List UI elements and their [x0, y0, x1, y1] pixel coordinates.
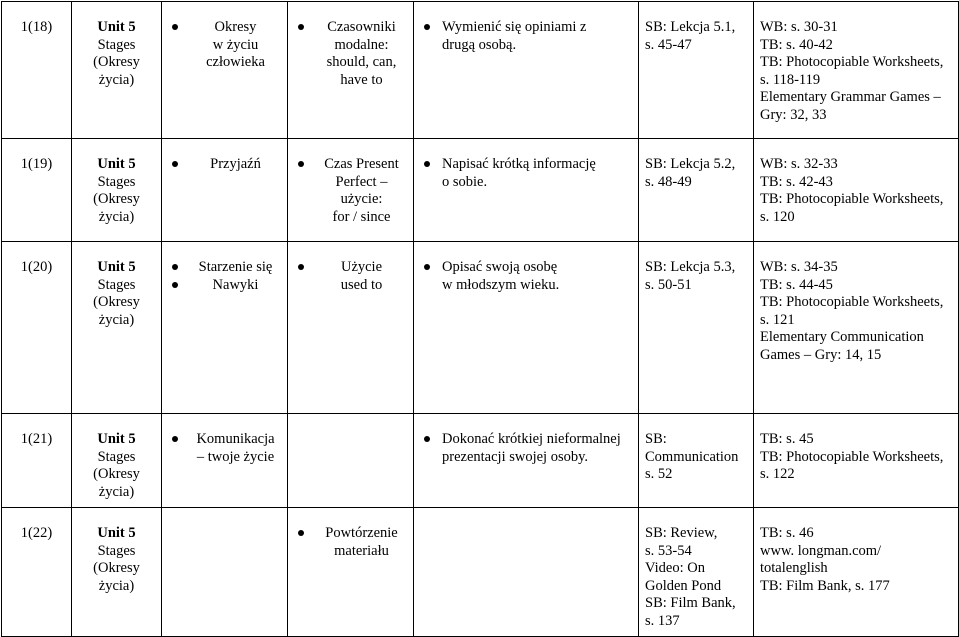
wb-reference: TB: s. 40-42: [760, 36, 833, 53]
unit-text: życia): [98, 483, 135, 500]
grammar-cell: [288, 139, 414, 242]
skills-cell: [414, 414, 639, 508]
skills-cell: [414, 139, 639, 242]
lesson-number: 1(22): [20, 525, 53, 541]
skill-text: Wymienić się opiniami z: [442, 19, 587, 35]
grammar-text: modalne:: [334, 36, 389, 53]
wb-reference: Elementary Grammar Games –: [760, 89, 941, 105]
wb-references: [760, 156, 952, 226]
sb-cell: [639, 139, 754, 242]
skill-text: Opisać swoją osobę: [442, 259, 558, 275]
topic-item: [168, 19, 281, 72]
wb-reference: TB: s. 44-45: [760, 276, 833, 293]
grammar-text: Użycie: [340, 259, 383, 275]
wb-reference: s. 121: [760, 311, 795, 328]
skill-item: [420, 19, 632, 54]
grammar-cell: [288, 242, 414, 414]
wb-reference: s. 122: [760, 466, 795, 482]
wb-reference: TB: Film Bank, s. 177: [760, 577, 890, 594]
grammar-list: [294, 156, 407, 226]
grammar-cell: [288, 2, 414, 139]
grammar-text: Czas Present: [324, 156, 399, 172]
unit-text: życia): [98, 577, 135, 594]
wb-reference: totalenglish: [760, 560, 828, 576]
grammar-cell: [288, 508, 414, 637]
unit-title: Unit 5: [97, 431, 136, 447]
lesson-number: 1(20): [20, 259, 53, 275]
topic-text: w życiu: [212, 36, 259, 53]
skills-cell: [414, 2, 639, 139]
wb-reference: www. longman.com/: [760, 542, 882, 559]
topic-item: [168, 156, 281, 174]
wb-reference: TB: s. 42-43: [760, 173, 833, 190]
topic-text: Przyjaźń: [210, 156, 261, 172]
skill-text: prezentacji swojej osoby.: [442, 448, 589, 465]
wb-reference: Elementary Communication: [760, 329, 924, 345]
grammar-list: [294, 525, 407, 560]
unit-text: (Okresy: [93, 294, 140, 310]
unit-cell: [72, 242, 162, 414]
unit-text: (Okresy: [93, 191, 140, 207]
sb-reference: s. 137: [645, 612, 680, 629]
topic-item: [168, 259, 281, 277]
table-row: [2, 139, 959, 242]
sb-reference: s. 48-49: [645, 173, 692, 190]
wb-reference: TB: s. 46: [760, 525, 814, 541]
skills-cell: [414, 242, 639, 414]
wb-reference: s. 120: [760, 208, 795, 225]
unit-title: Unit 5: [97, 259, 136, 275]
unit-cell: [72, 414, 162, 508]
sb-reference: SB: Lekcja 5.2,: [645, 156, 736, 172]
lesson-number: 1(18): [20, 19, 53, 35]
grammar-text: used to: [340, 276, 383, 293]
wb-reference: TB: s. 45: [760, 431, 814, 447]
skill-list: [420, 259, 632, 294]
wb-reference: WB: s. 32-33: [760, 156, 838, 172]
skills-cell: [414, 508, 639, 637]
unit-text: życia): [98, 208, 135, 225]
unit-text: Stages: [97, 448, 136, 465]
syllabus-table: [1, 1, 959, 637]
sb-reference: SB:: [645, 431, 667, 447]
topics-cell: [162, 414, 288, 508]
wb-cell: [754, 414, 959, 508]
wb-references: [760, 525, 952, 595]
skill-item: [420, 259, 632, 294]
grammar-text: for / since: [332, 208, 391, 225]
topic-item: [168, 431, 281, 466]
lesson-cell: [2, 242, 72, 414]
wb-reference: TB: Photocopiable Worksheets,: [760, 54, 944, 70]
sb-cell: [639, 414, 754, 508]
sb-cell: [639, 2, 754, 139]
sb-reference: Video: On: [645, 560, 705, 576]
grammar-text: Perfect –: [335, 173, 388, 190]
sb-reference: SB: Lekcja 5.3,: [645, 259, 736, 275]
unit-text: Stages: [97, 173, 136, 190]
sb-reference: s. 50-51: [645, 276, 692, 293]
topic-text: Okresy: [214, 19, 257, 35]
topic-list: [168, 19, 281, 72]
grammar-item: [294, 19, 407, 89]
unit-title: Unit 5: [97, 19, 136, 35]
unit-cell: [72, 2, 162, 139]
wb-reference: Gry: 32, 33: [760, 106, 827, 123]
skill-item: [420, 431, 632, 466]
table-row: [2, 242, 959, 414]
grammar-text: should, can,: [326, 54, 397, 70]
wb-reference: WB: s. 34-35: [760, 259, 838, 275]
lesson-cell: [2, 414, 72, 508]
topic-text: człowieka: [206, 54, 265, 70]
grammar-list: [294, 259, 407, 294]
lesson-number: 1(19): [20, 156, 53, 172]
skill-list: [420, 19, 632, 54]
sb-reference: SB: Lekcja 5.1,: [645, 19, 736, 35]
wb-reference: TB: Photocopiable Worksheets,: [760, 294, 944, 310]
grammar-text: have to: [340, 71, 383, 88]
skill-text: o sobie.: [442, 173, 488, 190]
lesson-cell: [2, 508, 72, 637]
topics-cell: [162, 508, 288, 637]
topic-list: [168, 156, 281, 174]
topic-item: [168, 277, 281, 295]
unit-text: (Okresy: [93, 54, 140, 70]
grammar-list: [294, 19, 407, 89]
skill-item: [420, 156, 632, 191]
sb-reference: Communication: [645, 448, 739, 465]
wb-reference: TB: Photocopiable Worksheets,: [760, 448, 944, 465]
lesson-number: 1(21): [20, 431, 53, 447]
grammar-text: materiału: [334, 542, 389, 559]
wb-references: [760, 19, 952, 124]
wb-cell: [754, 2, 959, 139]
topic-list: [168, 431, 281, 466]
sb-reference: s. 45-47: [645, 36, 692, 53]
grammar-text: użycie:: [340, 191, 383, 207]
unit-title: Unit 5: [97, 525, 136, 541]
skill-list: [420, 156, 632, 191]
skill-list: [420, 431, 632, 466]
unit-cell: [72, 139, 162, 242]
grammar-text: Czasowniki: [327, 19, 396, 35]
wb-reference: s. 118-119: [760, 71, 821, 88]
topics-cell: [162, 139, 288, 242]
sb-reference: SB: Film Bank,: [645, 595, 736, 611]
table-row: [2, 414, 959, 508]
unit-cell: [72, 508, 162, 637]
wb-reference: Games – Gry: 14, 15: [760, 346, 882, 363]
unit-text: Stages: [97, 542, 136, 559]
wb-cell: [754, 139, 959, 242]
unit-text: Stages: [97, 276, 136, 293]
skill-text: Dokonać krótkiej nieformalnej: [442, 431, 621, 447]
sb-reference: s. 52: [645, 466, 673, 482]
unit-text: (Okresy: [93, 560, 140, 576]
topic-text: Starzenie się: [198, 259, 273, 275]
sb-reference: Golden Pond: [645, 577, 722, 594]
topics-cell: [162, 2, 288, 139]
lesson-cell: [2, 2, 72, 139]
wb-reference: WB: s. 30-31: [760, 19, 838, 35]
grammar-item: [294, 156, 407, 226]
grammar-item: [294, 525, 407, 560]
lesson-cell: [2, 139, 72, 242]
wb-references: [760, 431, 952, 484]
topic-list: [168, 259, 281, 294]
unit-text: życia): [98, 71, 135, 88]
unit-title: Unit 5: [97, 156, 136, 172]
sb-cell: [639, 508, 754, 637]
grammar-cell: [288, 414, 414, 508]
sb-cell: [639, 242, 754, 414]
skill-text: drugą osobą.: [442, 36, 517, 53]
table-row: [2, 508, 959, 637]
topic-text: – twoje życie: [196, 448, 275, 465]
topic-text: Komunikacja: [196, 431, 275, 447]
unit-text: Stages: [97, 36, 136, 53]
wb-cell: [754, 242, 959, 414]
topics-cell: [162, 242, 288, 414]
unit-text: (Okresy: [93, 466, 140, 482]
topic-text: Nawyki: [212, 276, 259, 293]
skill-text: w młodszym wieku.: [442, 276, 560, 293]
skill-text: Napisać krótką informację: [442, 156, 596, 172]
table-row: [2, 2, 959, 139]
wb-references: [760, 259, 952, 364]
grammar-item: [294, 259, 407, 294]
wb-cell: [754, 508, 959, 637]
sb-reference: SB: Review,: [645, 525, 718, 541]
unit-text: życia): [98, 311, 135, 328]
wb-reference: TB: Photocopiable Worksheets,: [760, 191, 944, 207]
sb-reference: s. 53-54: [645, 542, 692, 559]
grammar-text: Powtórzenie: [325, 525, 398, 541]
